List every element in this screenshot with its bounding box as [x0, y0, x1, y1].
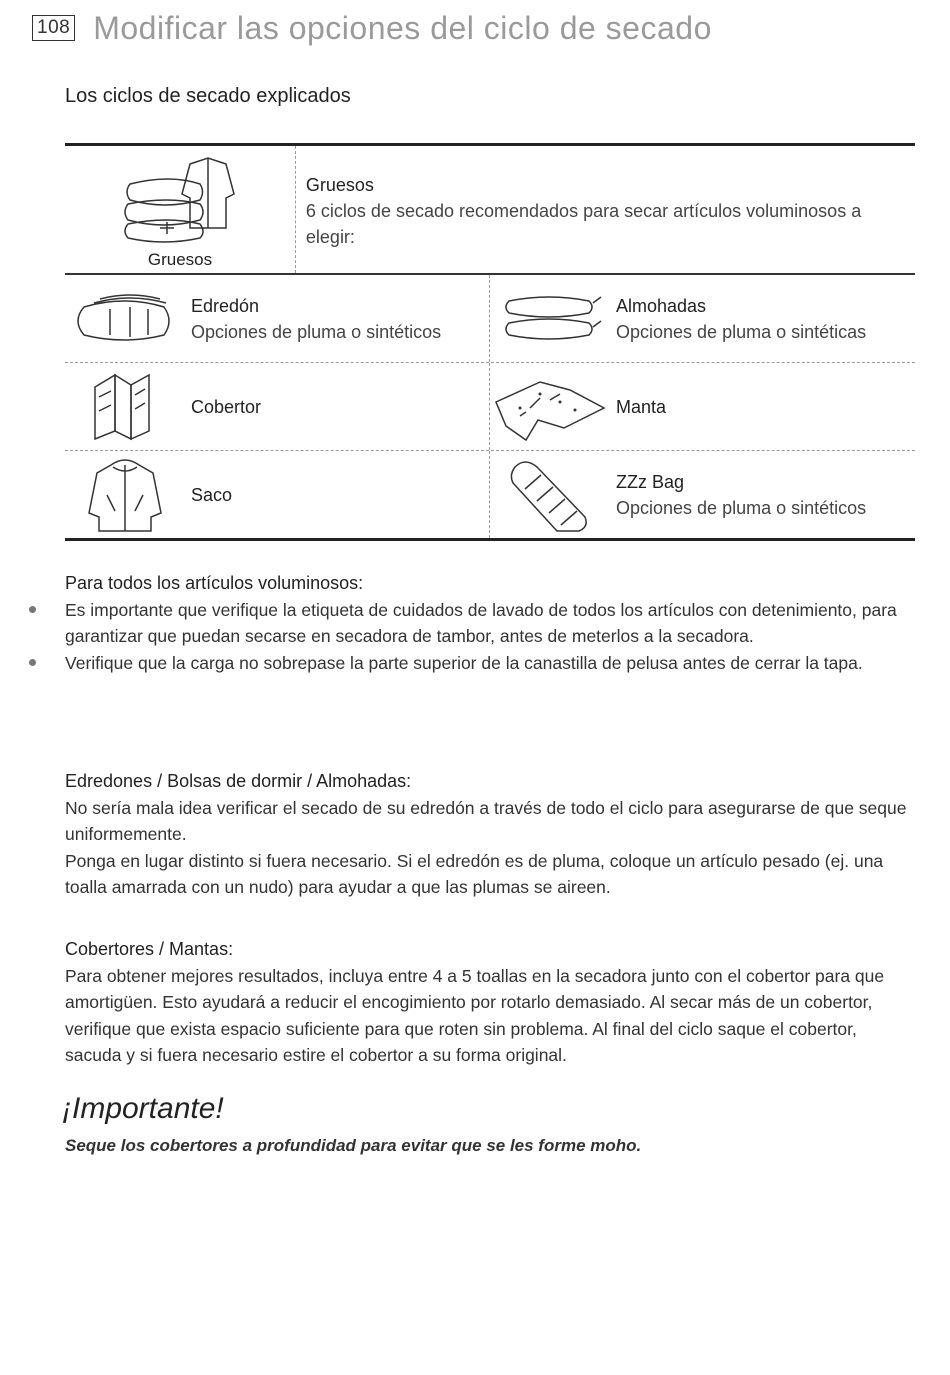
jacket-name: Saco	[191, 484, 233, 505]
pillows-icon	[490, 279, 610, 359]
duvet-icon	[65, 279, 185, 359]
bulky-items-icon	[120, 154, 245, 249]
important-title: ¡Importante!	[62, 1092, 224, 1125]
duvet-desc: Opciones de pluma o sintéticos	[191, 321, 442, 342]
sleeping-bag-desc: Opciones de pluma o sintéticos	[616, 497, 867, 518]
duvets-paragraph-1: No sería mala idea verificar el secado de su edredón a través de todo el ciclo para asegurarse de que seque uniformemente.	[65, 797, 907, 844]
page-header	[32, 8, 712, 48]
bulky-desc: 6 ciclos de secado recomendados para secar artículos voluminosos a elegir:	[305, 201, 862, 247]
throw-icon	[490, 367, 610, 447]
pillows-cell	[490, 275, 914, 362]
pillows-name: Almohadas	[616, 295, 707, 316]
throw-cell	[490, 363, 914, 450]
sleeping-bag-name: ZZz Bag	[616, 471, 685, 492]
pillows-desc: Opciones de pluma o sintéticas	[616, 321, 867, 342]
page-title: Modificar las opciones del ciclo de secado	[93, 9, 712, 46]
throw-name: Manta	[616, 396, 667, 417]
drying-cycles-table	[65, 143, 915, 541]
list-item: Es importante que verifique la etiqueta de cuidados de lavado de todos los artículos con detenimiento, para garantizar que puedan secarse en secadora de tambor, antes de meterlos a la secadora.	[65, 597, 915, 650]
jacket-cell	[65, 451, 490, 538]
sleeping-bag-icon	[490, 455, 610, 535]
blanket-icon	[65, 367, 185, 447]
section-title: Los ciclos de secado explicados	[65, 85, 351, 107]
duvets-heading: Edredones / Bolsas de dormir / Almohadas:	[65, 771, 412, 791]
duvet-cell	[65, 275, 490, 362]
table-row	[65, 363, 915, 450]
table-row	[65, 275, 915, 362]
blankets-paragraph: Para obtener mejores resultados, incluya entre 4 a 5 toallas en la secadora junto con el cobertor para que amortigüen. Esto ayudará a reducir el encogimiento por rotarlo demasiado. Al secar más de un cobertor, verifique que exista espacio suficiente para que roten sin problema. Al final del ciclo saque el cobertor, sacuda y si fuera necesario estire el cobertor a su forma original.	[65, 965, 885, 1065]
bulky-heading: Para todos los artículos voluminosos:	[65, 573, 364, 593]
important-text: Seque los cobertores a profundidad para evitar que se les forme moho.	[65, 1136, 642, 1155]
list-item: Verifique que la carga no sobrepase la parte superior de la canastilla de pelusa antes de cerrar la tapa.	[65, 650, 915, 677]
jacket-icon	[65, 455, 185, 535]
bulky-row	[65, 146, 915, 273]
bulky-name: Gruesos	[305, 175, 374, 195]
table-row	[65, 451, 915, 538]
blankets-heading: Cobertores / Mantas:	[65, 939, 234, 959]
sleeping-bag-cell	[490, 451, 914, 538]
duvet-name: Edredón	[191, 295, 260, 316]
bulky-caption: Gruesos	[147, 250, 213, 269]
blankets-section	[65, 936, 915, 1069]
blanket-cell	[65, 363, 490, 450]
duvets-paragraph-2: Ponga en lugar distinto si fuera necesario. Si el edredón es de pluma, coloque un artículo pesado (ej. una toalla amarrada con un nudo) para ayudar a que las plumas se aireen.	[65, 850, 884, 897]
blanket-name: Cobertor	[191, 396, 262, 417]
page-number: 108	[32, 15, 75, 41]
bulky-section	[65, 570, 915, 676]
duvets-section	[65, 768, 915, 901]
